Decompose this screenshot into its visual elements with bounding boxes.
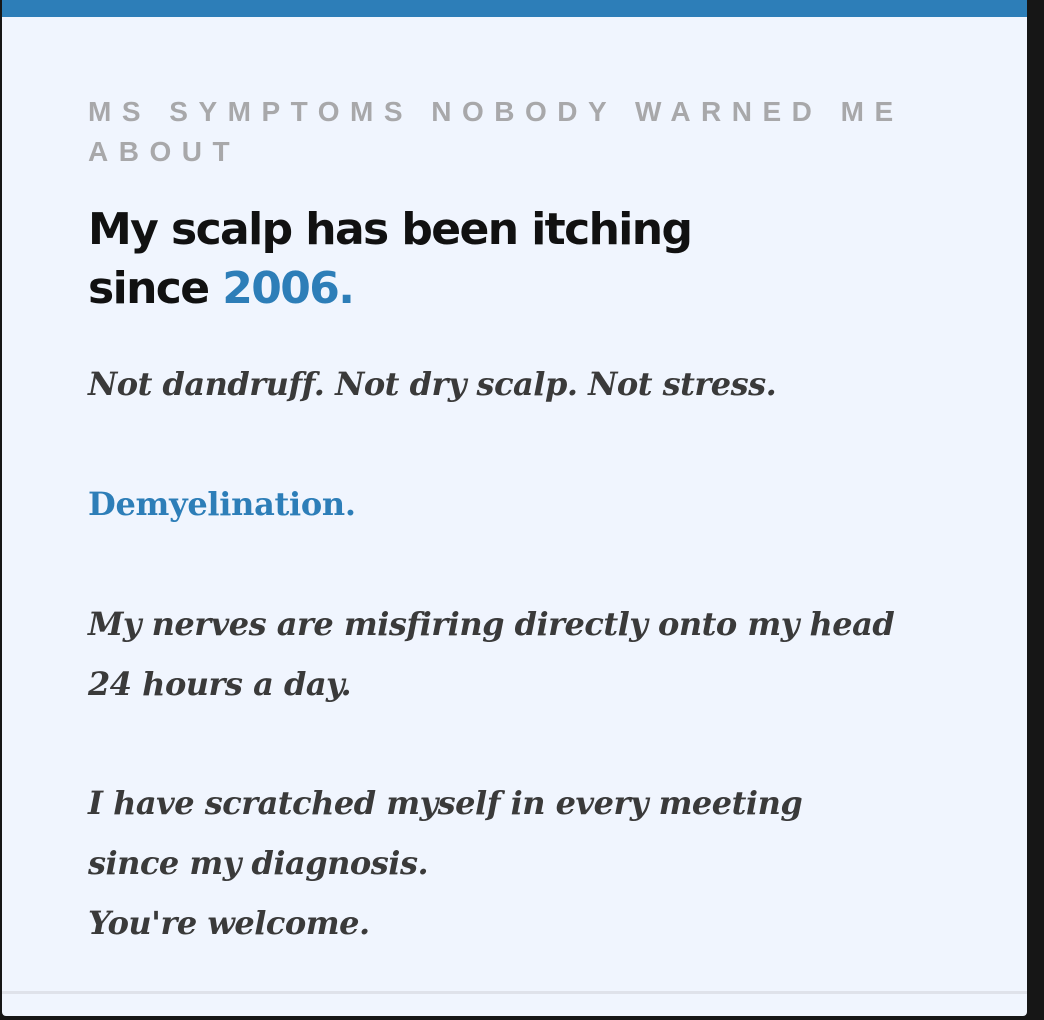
post-card xyxy=(2,0,1027,1016)
body-line-welcome: You're welcome. xyxy=(88,904,370,942)
body-line-demyelination: Demyelination. xyxy=(88,485,356,523)
body-line-nerves: My nerves are misfiring directly onto my head xyxy=(88,605,895,643)
eyebrow-label: MS SYMPTOMS NOBODY WARNED ME ABOUT xyxy=(88,96,904,167)
headline-main: My scalp has been itching since xyxy=(88,204,692,314)
body-line-diagnosis: since my diagnosis. xyxy=(88,844,429,882)
body-line-scratched: I have scratched myself in every meeting xyxy=(88,784,803,822)
accent-top-bar xyxy=(2,0,1027,17)
bottom-divider xyxy=(2,991,1027,994)
body-line-denials: Not dandruff. Not dry scalp. Not stress. xyxy=(88,365,777,403)
body-line-hours: 24 hours a day. xyxy=(88,665,352,703)
headline xyxy=(88,200,788,318)
headline-accent-year: 2006. xyxy=(222,263,354,314)
